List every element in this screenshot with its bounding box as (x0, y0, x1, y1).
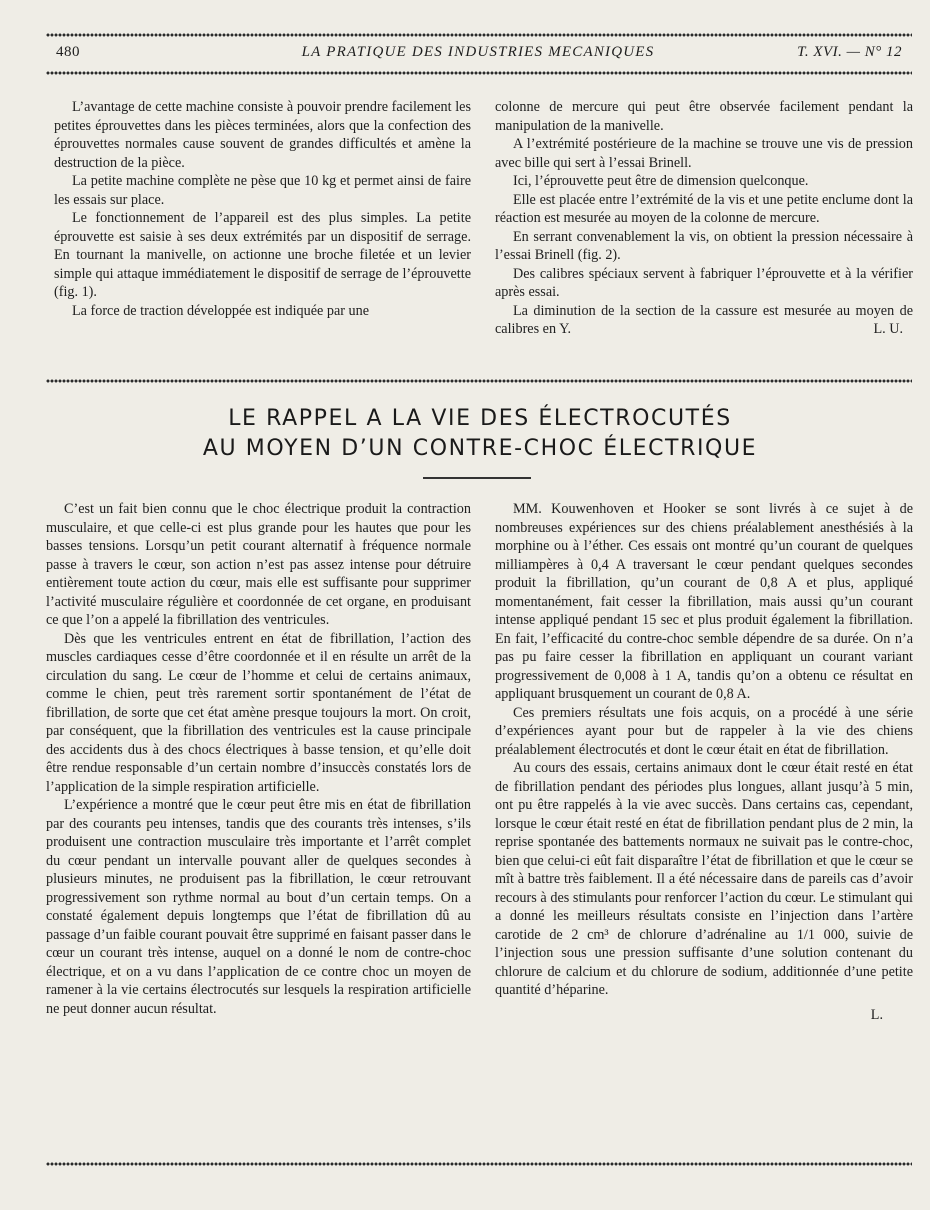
paragraph: Au cours des essais, certains animaux dont le cœur était resté en état de fibrillation pendant des périodes plus longues, allant jusqu’à 5 min, ont pu être rappelés à la vie avec succès. Dans certains cas, cependant, lorsque le cœur était resté en état de fibrillation pendant plus de 2 min, la reprise spontanée des battements normaux ne suivait pas le contre-choc, bien que celui-ci eût fait disparaître l’état de fibrillation et que le cœur se mît à battre très faiblement. Il a été nécessaire dans de pareils cas d’avoir recours à des stimulants pour renforcer l’action du cœur. Le stimulant qui a donné les meilleurs résultats consiste en l’injection dans l’artère carotide de 2 cm³ de chlorure d’adrénaline au 1/1 000, suivie de l’injection sous une pression suffisante d’une solution contenant du chlorure de calcium et du chlorure de sodium, additionnée d’une petite quantité d’héparine. (495, 760, 913, 998)
prev-article-right-column (495, 98, 913, 339)
paragraph: Ici, l’éprouvette peut être de dimension quelconque. (513, 173, 809, 189)
paragraph: La force de traction développée est indiquée par une (72, 302, 370, 319)
paragraph: Elle est placée entre l’extrémité de la vis et une petite enclume dont la réaction est mesurée au moyen de la colonne de mercure. (495, 191, 913, 226)
top-dotted-rule (46, 32, 912, 38)
paragraph: Ces premiers résultats une fois acquis, on a procédé à une série d’expériences ayant pour but de rappeler à la vie des chiens préalablement électrocutés et dont le cœur était en état de fibrillation. (495, 704, 913, 758)
paragraph: A l’extrémité postérieure de la machine se trouve une vis de pression avec bille qui sert à l’essai Brinell. (495, 136, 913, 171)
page-number: 480 (56, 44, 80, 60)
author-signature: L. (870, 1006, 883, 1023)
issue-number: T. XVI. — N° 12 (797, 44, 902, 60)
paragraph: L’avantage de cette machine consiste à pouvoir prendre facilement les petites éprouvettes dans les pièces terminées, alors que la confection des éprouvettes normales cause souvent de grandes difficultés et amène la destruction de la pièce. (54, 99, 471, 171)
paragraph-text: La diminution de la section de la cassure est mesurée au moyen de calibres en Y. (495, 302, 913, 337)
article-left-column (46, 500, 471, 1018)
running-header (52, 42, 904, 68)
header-dotted-rule (46, 70, 912, 76)
article-title (60, 404, 900, 464)
paragraph: MM. Kouwenhoven et Hooker se sont livrés à ce sujet à de nombreuses expériences sur des chiens préalablement anesthésiés à la morphine ou à l’éther. Ces essais ont montré qu’un courant de quelques milliampères à 0,4 A traversant le cœur pendant quelques secondes produit la fibrillation, qu’un courant de 0,8 A et plus, appliqué momentanément, fait cesser la fibrillation, mais aussi qu’un courant intense appliqué pendant 15 sec et plus produit également la fibrillation. En fait, l’efficacité du contre-choc semble dépendre de sa durée. On n’a pas pu faire cesser la fibrillation en appliquant un courant variant progressivement de 0,008 à 1 A, tandis qu’on a obtenu ce résultat en appliquant brusquement un courant de 0,8 A. (495, 501, 913, 702)
paragraph: colonne de mercure qui peut être observée facilement pendant la manipulation de la manivelle. (495, 99, 913, 134)
journal-title: LA PRATIQUE DES INDUSTRIES MECANIQUES (301, 44, 655, 60)
prev-article-left-column (54, 98, 471, 320)
author-signature: L. U. (873, 321, 903, 337)
paragraph: L’expérience a montré que le cœur peut être mis en état de fibrillation par des courants peu intenses, tandis que des courants très intenses, s’ils produisent une contraction musculaire très importante et l’arrêt complet du cœur pendant un intervalle pouvant aller de quelques secondes à plusieurs minutes, ne produisent pas la fibrillation, le cœur retrouvant progressivement son rythme normal au bout d’un certain temps. On a constaté également depuis longtemps que l’état de fibrillation dû au passage d’un faible courant pouvait être supprimé en faisant passer dans le cœur un courant très intense, auquel on a donné le nom de contre-choc électrique, et on a vu dans l’application de ce contre choc un moyen de ramener à la vie certains électrocutés sur lesquels la respiration artificielle ne peut donner aucun résultat. (46, 797, 471, 1017)
paragraph: Le fonctionnement de l’appareil est des plus simples. La petite éprouvette est saisie à ses deux extrémités par un dispositif de serrage. En tournant la manivelle, on actionne une broche filetée et un levier simple qui attaque immédiatement le dispositif de serrage de l’éprouvette (fig. 1). (54, 210, 471, 300)
article-title-line-2: AU MOYEN D’UN CONTRE-CHOC ÉLECTRIQUE (202, 436, 758, 461)
article-right-column (495, 500, 913, 1024)
title-underline (423, 477, 531, 479)
section-dotted-rule (46, 378, 912, 384)
paragraph: Des calibres spéciaux servent à fabriquer l’éprouvette et à la vérifier après essai. (495, 265, 913, 300)
article-title-line-1: LE RAPPEL A LA VIE DES ÉLECTROCUTÉS (228, 406, 732, 431)
paragraph: C’est un fait bien connu que le choc électrique produit la contraction musculaire, et que celle-ci est plus grande pour les hautes que pour les basses tensions. Lorsqu’un petit courant alternatif à fréquence normale passe à travers le cœur, son action n’est pas assez intense pour détruire entièrement toute action du cœur, mais elle est suffisante pour supprimer l’activité musculaire régulière et coordonnée de cet organe, en produisant ce que l’on a appelé la fibrillation des ventricules. (46, 501, 471, 628)
paragraph: Dès que les ventricules entrent en état de fibrillation, l’action des muscles cardiaques cesse d’être coordonnée et il en résulte un arrêt de la circulation du sang. Le cœur de l’homme et celui de certains animaux, comme le chien, peut très rarement sortir spontanément de l’état de fibrillation, de sorte que cet état amène presque toujours la mort. On croit, par conséquent, que la fibrillation des ventricules est la cause principale des accidents dus à des chocs électriques à basse tension, et qu’elle doit être rendue responsable d’un certain nombre d’insuccès constatés lors de l’application de la simple respiration artificielle. (46, 630, 471, 795)
paragraph (495, 302, 913, 339)
paragraph: La petite machine complète ne pèse que 10 kg et permet ainsi de faire les essais sur place. (54, 173, 471, 208)
paragraph: En serrant convenablement la vis, on obtient la pression nécessaire à l’essai Brinell (fig. 2). (495, 228, 913, 263)
bottom-dotted-rule (46, 1161, 912, 1167)
